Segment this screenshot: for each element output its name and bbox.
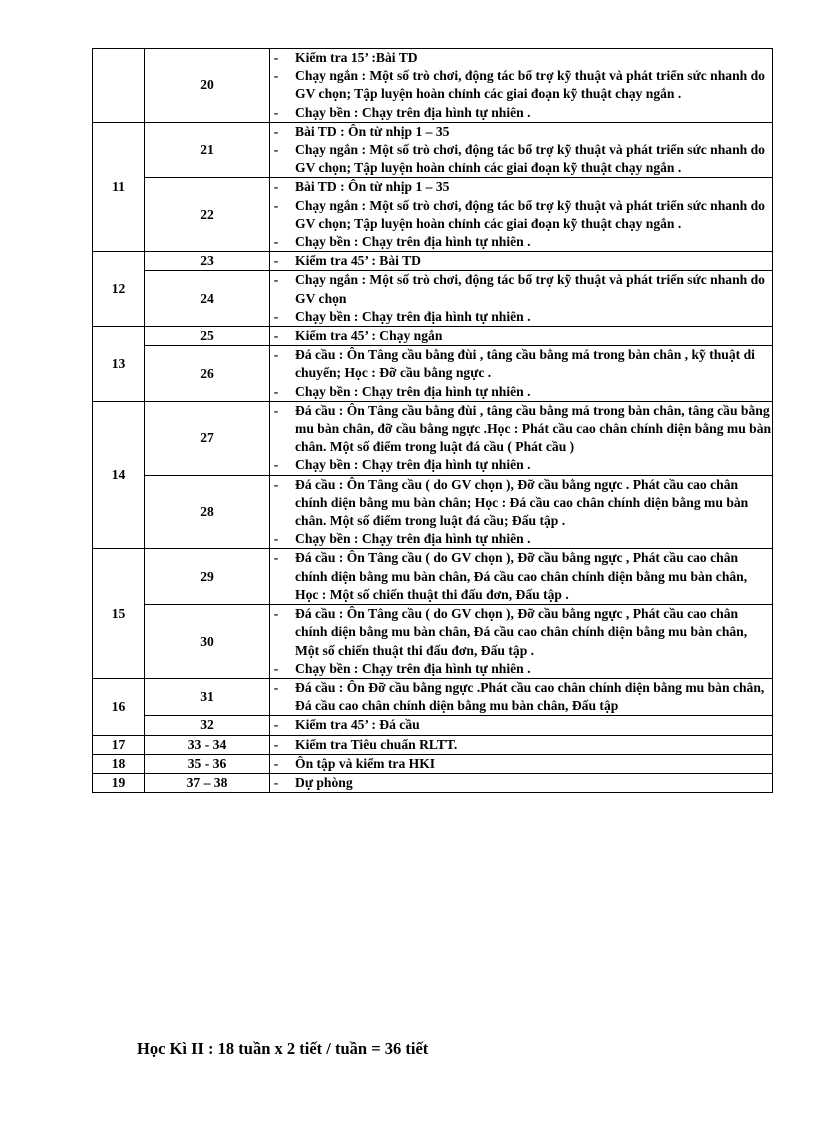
bullet-dash: - xyxy=(273,679,279,695)
content-text: Dự phòng xyxy=(295,774,353,790)
week-cell: 18 xyxy=(93,754,145,773)
table-row xyxy=(93,754,773,773)
table-row xyxy=(93,178,773,252)
table-row xyxy=(93,735,773,754)
content-item xyxy=(270,476,772,531)
content-item xyxy=(270,530,772,548)
lesson-cell: 25 xyxy=(145,327,270,346)
content-text: Kiểm tra Tiêu chuẩn RLTT. xyxy=(295,736,458,752)
content-text: Chạy ngắn : Một số trò chơi, động tác bổ trợ kỹ thuật và phát triển sức nhanh do GV chọn; Tập luyện hoàn chỉnh các giai đoạn kỹ thuật chạy ngắn . xyxy=(295,68,765,102)
bullet-dash: - xyxy=(273,347,279,363)
content-list xyxy=(270,252,772,270)
lesson-cell: 29 xyxy=(145,549,270,605)
content-item xyxy=(270,346,772,382)
content-list xyxy=(270,774,772,792)
bullet-dash: - xyxy=(273,383,279,399)
week-cell: 11 xyxy=(93,122,145,251)
bullet-dash: - xyxy=(273,104,279,120)
week-cell: 15 xyxy=(93,549,145,678)
content-item xyxy=(270,402,772,457)
semester-summary: Học Kì II : 18 tuần x 2 tiết / tuần = 36 tiết xyxy=(137,1039,429,1058)
content-text: Đá cầu : Ôn Tâng cầu bằng đùi , tâng cầu bằng má trong bàn chân , kỹ thuật di chuyển; Học : Đỡ cầu bằng ngực . xyxy=(295,347,755,381)
content-cell xyxy=(270,401,773,475)
content-item xyxy=(270,774,772,792)
lesson-cell: 32 xyxy=(145,716,270,735)
lesson-cell: 28 xyxy=(145,475,270,549)
content-item xyxy=(270,755,772,773)
content-text: Ôn tập và kiểm tra HKI xyxy=(295,755,436,771)
lesson-cell: 26 xyxy=(145,346,270,402)
bullet-dash: - xyxy=(273,234,279,250)
content-text: Đá cầu : Ôn Tâng cầu ( do GV chọn ), Đỡ cầu bằng ngực , Phát cầu cao chân chính diện bằng mu bàn chân, Đá cầu cao chân chính diện bằng mu bàn chân, Một số chiến thuật thi đấu đơn, Đấu tập . xyxy=(295,606,748,658)
bullet-dash: - xyxy=(273,179,279,195)
table-row xyxy=(93,49,773,123)
content-cell xyxy=(270,605,773,679)
bullet-dash: - xyxy=(273,402,279,418)
lesson-cell: 20 xyxy=(145,49,270,123)
week-cell: 13 xyxy=(93,327,145,402)
table-row xyxy=(93,271,773,327)
content-text: Kiểm tra 45’ : Chạy ngắn xyxy=(295,328,443,344)
table-row xyxy=(93,773,773,792)
content-item xyxy=(270,327,772,345)
content-text: Chạy bền : Chạy trên địa hình tự nhiên . xyxy=(295,308,531,324)
table-row xyxy=(93,716,773,735)
content-item xyxy=(270,67,772,103)
content-text: Chạy bền : Chạy trên địa hình tự nhiên . xyxy=(295,383,531,399)
content-cell xyxy=(270,735,773,754)
bullet-dash: - xyxy=(273,272,279,288)
lesson-cell: 35 - 36 xyxy=(145,754,270,773)
content-item xyxy=(270,178,772,196)
content-item xyxy=(270,716,772,734)
bullet-dash: - xyxy=(273,142,279,158)
bullet-dash: - xyxy=(273,197,279,213)
content-item xyxy=(270,104,772,122)
content-item xyxy=(270,49,772,67)
table-row xyxy=(93,327,773,346)
content-text: Kiểm tra 45’ : Đá cầu xyxy=(295,717,420,733)
content-list xyxy=(270,605,772,678)
lesson-cell: 23 xyxy=(145,252,270,271)
week-cell: 19 xyxy=(93,773,145,792)
table-row xyxy=(93,252,773,271)
content-text: Đá cầu : Ôn Đỡ cầu bằng ngực .Phát cầu cao chân chính diện bằng mu bàn chân, Đá cầu cao chân chính diện bằng mu bàn chân, Đấu tập xyxy=(295,679,765,714)
content-text: Kiểm tra 45’ : Bài TD xyxy=(295,253,421,269)
content-list xyxy=(270,736,772,754)
content-list xyxy=(270,549,772,604)
content-list xyxy=(270,716,772,734)
table-row xyxy=(93,605,773,679)
lesson-plan-table xyxy=(92,48,773,793)
week-cell: 12 xyxy=(93,252,145,327)
table-row xyxy=(93,549,773,605)
lesson-cell: 21 xyxy=(145,122,270,178)
content-text: Chạy bền : Chạy trên địa hình tự nhiên . xyxy=(295,234,531,250)
content-list xyxy=(270,402,772,475)
content-text: Chạy ngắn : Một số trò chơi, động tác bổ trợ kỹ thuật và phát triển sức nhanh do GV chọn; Tập luyện hoàn chỉnh các giai đoạn kỹ thuật chạy ngắn . xyxy=(295,142,765,176)
lesson-cell: 33 - 34 xyxy=(145,735,270,754)
week-cell: 14 xyxy=(93,401,145,549)
bullet-dash: - xyxy=(273,328,279,344)
content-cell xyxy=(270,49,773,123)
content-item xyxy=(270,549,772,604)
content-cell xyxy=(270,346,773,402)
content-item xyxy=(270,383,772,401)
table-row xyxy=(93,475,773,549)
content-text: Đá cầu : Ôn Tâng cầu ( do GV chọn ), Đỡ cầu bằng ngực . Phát cầu cao chân chính diện bằng mu bàn chân; Học : Đá cầu cao chân chính diện bằng mu bàn chân. Một số điểm trong luật đá cầu; Đấu tập . xyxy=(295,476,749,529)
content-list xyxy=(270,49,772,122)
table-row xyxy=(93,401,773,475)
content-list xyxy=(270,271,772,326)
content-list xyxy=(270,346,772,401)
content-item xyxy=(270,308,772,326)
content-list xyxy=(270,123,772,178)
content-cell xyxy=(270,271,773,327)
bullet-dash: - xyxy=(273,774,279,790)
content-item xyxy=(270,197,772,233)
bullet-dash: - xyxy=(273,50,279,65)
content-cell xyxy=(270,122,773,178)
content-text: Chạy bền : Chạy trên địa hình tự nhiên . xyxy=(295,104,531,120)
content-cell xyxy=(270,754,773,773)
content-item xyxy=(270,605,772,660)
bullet-dash: - xyxy=(273,123,279,139)
bullet-dash: - xyxy=(273,531,279,547)
bullet-dash: - xyxy=(273,68,279,84)
lesson-plan-body xyxy=(93,49,773,793)
lesson-cell: 24 xyxy=(145,271,270,327)
content-text: Chạy ngắn : Một số trò chơi, động tác bổ trợ kỹ thuật và phát triển sức nhanh do GV chọn xyxy=(295,272,765,306)
content-cell xyxy=(270,327,773,346)
content-item xyxy=(270,660,772,678)
content-list xyxy=(270,178,772,251)
bullet-dash: - xyxy=(273,736,279,752)
content-item xyxy=(270,252,772,270)
bullet-dash: - xyxy=(273,717,279,733)
bullet-dash: - xyxy=(273,457,279,473)
content-text: Đá cầu : Ôn Tâng cầu ( do GV chọn ), Đỡ cầu bằng ngực , Phát cầu cao chân chính diện bằng mu bàn chân, Đá cầu cao chân chính diện bằng mu bàn chân, Học : Một số chiến thuật thi đấu đơn, Đấu tập . xyxy=(295,550,748,602)
bullet-dash: - xyxy=(273,253,279,269)
week-cell: 16 xyxy=(93,678,145,735)
bullet-dash: - xyxy=(273,755,279,771)
content-cell xyxy=(270,178,773,252)
bullet-dash: - xyxy=(273,476,279,492)
content-item xyxy=(270,141,772,177)
content-item xyxy=(270,271,772,307)
content-text: Chạy bền : Chạy trên địa hình tự nhiên . xyxy=(295,457,531,473)
bullet-dash: - xyxy=(273,308,279,324)
bullet-dash: - xyxy=(273,550,279,566)
content-text: Kiểm tra 15’ :Bài TD xyxy=(295,50,418,65)
bullet-dash: - xyxy=(273,660,279,676)
week-cell: 17 xyxy=(93,735,145,754)
content-item xyxy=(270,233,772,251)
content-text: Chạy bền : Chạy trên địa hình tự nhiên . xyxy=(295,531,531,547)
table-row xyxy=(93,122,773,178)
table-row xyxy=(93,678,773,715)
content-list xyxy=(270,755,772,773)
week-cell xyxy=(93,49,145,123)
content-cell xyxy=(270,252,773,271)
content-item xyxy=(270,123,772,141)
table-row xyxy=(93,346,773,402)
content-text: Đá cầu : Ôn Tâng cầu bằng đùi , tâng cầu bằng má trong bàn chân, tâng cầu bằng mu bàn chân, đỡ cầu bằng ngực .Học : Phát cầu cao chân chính diện bằng mu bàn chân. Một số điểm trong luật đá cầu ( Phát cầu ) xyxy=(295,402,772,455)
content-text: Bài TD : Ôn từ nhịp 1 – 35 xyxy=(295,123,450,139)
lesson-cell: 31 xyxy=(145,678,270,715)
lesson-cell: 30 xyxy=(145,605,270,679)
content-cell xyxy=(270,549,773,605)
lesson-cell: 37 – 38 xyxy=(145,773,270,792)
content-item xyxy=(270,736,772,754)
content-cell xyxy=(270,716,773,735)
content-list xyxy=(270,327,772,345)
content-text: Chạy ngắn : Một số trò chơi, động tác bổ trợ kỹ thuật và phát triển sức nhanh do GV chọn; Tập luyện hoàn chỉnh các giai đoạn kỹ thuật chạy ngắn . xyxy=(295,197,765,231)
content-item xyxy=(270,679,772,715)
lesson-cell: 22 xyxy=(145,178,270,252)
lesson-cell: 27 xyxy=(145,401,270,475)
content-cell xyxy=(270,475,773,549)
content-cell xyxy=(270,678,773,715)
content-text: Chạy bền : Chạy trên địa hình tự nhiên . xyxy=(295,660,531,676)
content-list xyxy=(270,679,772,715)
content-list xyxy=(270,476,772,549)
bullet-dash: - xyxy=(273,606,279,622)
content-item xyxy=(270,456,772,474)
content-cell xyxy=(270,773,773,792)
content-text: Bài TD : Ôn từ nhịp 1 – 35 xyxy=(295,179,450,195)
